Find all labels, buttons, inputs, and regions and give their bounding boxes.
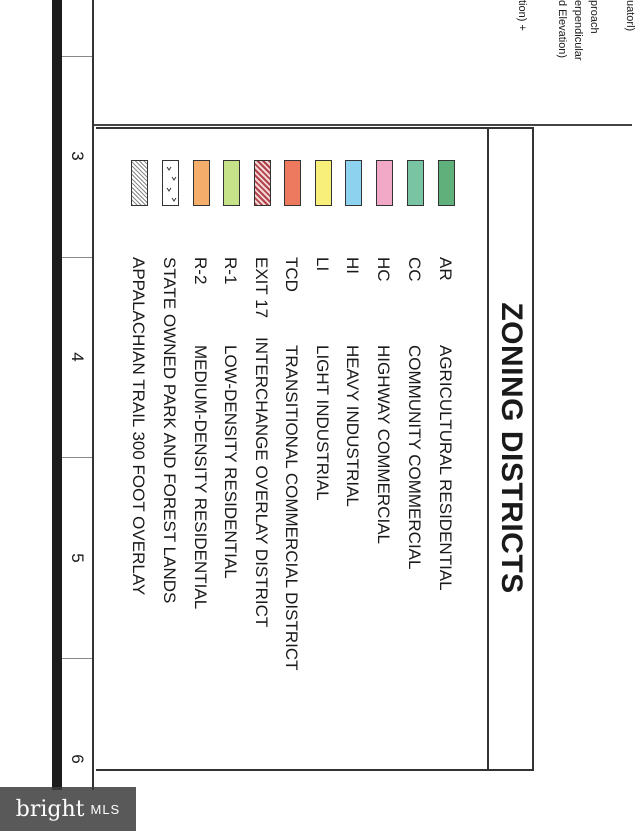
label-exit17: INTERCHANGE OVERLAY DISTRICT	[252, 337, 271, 628]
code-hc: HC	[374, 257, 393, 282]
swatch-hc	[376, 160, 393, 206]
label-hi: HEAVY INDUSTRIAL	[343, 345, 362, 507]
label-tcd: TRANSITIONAL COMMERCIAL DISTRICT	[282, 345, 301, 671]
code-tcd: TCD	[282, 257, 301, 292]
divider	[94, 124, 632, 126]
swatch-ar	[438, 160, 455, 206]
ruler-label: 5	[68, 553, 87, 563]
note-fragment: erpendicular	[572, 0, 584, 61]
ruler-label: 3	[68, 151, 87, 161]
swatch-cc	[407, 160, 424, 206]
ruler	[62, 0, 93, 790]
ruler-label: 6	[68, 754, 87, 764]
swatch-at-hatch	[131, 160, 148, 206]
ruler-edge	[92, 0, 94, 790]
note-fragment: proach	[588, 0, 600, 34]
swatch-li	[315, 160, 332, 206]
label-cc: COMMUNITY COMMERCIAL	[405, 345, 424, 570]
code-r1: R-1	[221, 257, 240, 285]
code-r2: R-2	[191, 257, 210, 285]
ruler-bar	[52, 0, 62, 790]
watermark-sub: MLS	[90, 801, 121, 817]
label-ar: AGRICULTURAL RESIDENTIAL	[436, 345, 455, 591]
label-r2: MEDIUM-DENSITY RESIDENTIAL	[191, 345, 210, 610]
ruler-tick	[62, 457, 92, 458]
code-ar: AR	[436, 257, 455, 281]
label-li: LIGHT INDUSTRIAL	[313, 345, 332, 501]
ruler-tick	[62, 658, 92, 659]
swatch-park-tree	[162, 160, 179, 206]
swatch-tcd	[284, 160, 301, 206]
note-fragment: uatorl)	[624, 0, 636, 32]
label-at: APPALACHIAN TRAIL 300 FOOT OVERLAY	[129, 257, 148, 596]
code-cc: CC	[405, 257, 424, 282]
label-hc: HIGHWAY COMMERCIAL	[374, 345, 393, 544]
swatch-hi	[345, 160, 362, 206]
swatch-r2	[193, 160, 210, 206]
ruler-label: 4	[68, 352, 87, 362]
watermark-brand: bright	[15, 796, 85, 822]
swatch-r1	[223, 160, 240, 206]
swatch-exit17-hatch	[254, 160, 271, 206]
brightmls-watermark	[0, 787, 136, 831]
code-exit17: EXIT 17	[252, 257, 271, 319]
label-r1: LOW-DENSITY RESIDENTIAL	[221, 345, 240, 579]
note-fragment: tion) +	[516, 0, 528, 31]
ruler-tick	[62, 257, 92, 258]
ruler-tick	[62, 56, 92, 57]
code-hi: HI	[343, 257, 362, 274]
tree-pattern-icon	[163, 161, 178, 205]
note-fragment: d Elevation)	[556, 0, 568, 59]
label-park: STATE OWNED PARK AND FOREST LANDS	[160, 257, 179, 604]
code-li: LI	[313, 257, 332, 272]
